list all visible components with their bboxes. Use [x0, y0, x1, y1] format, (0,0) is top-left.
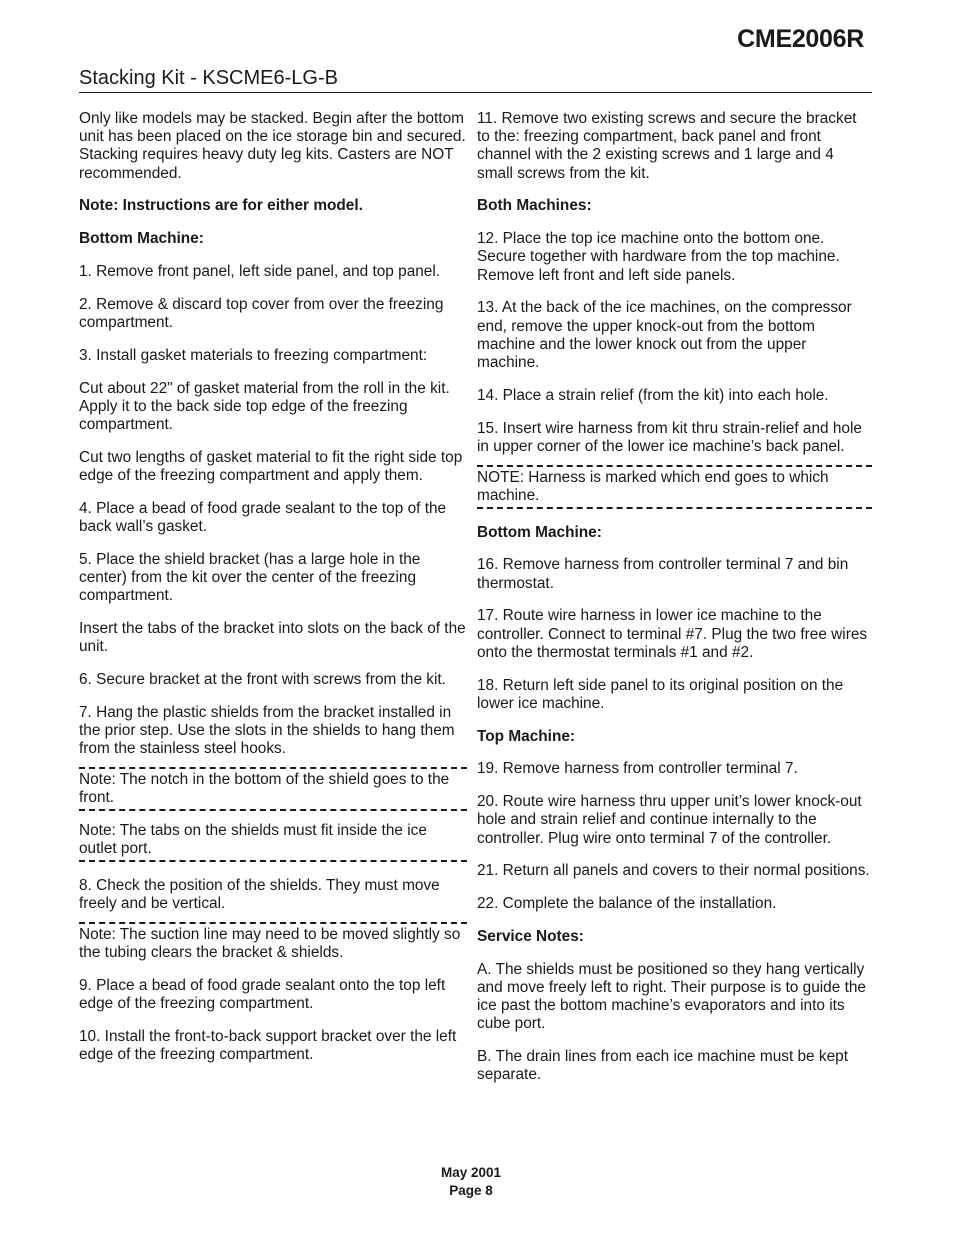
- top-machine-heading: Top Machine:: [477, 727, 576, 745]
- step-21: 21. Return all panels and covers to their normal positions.: [477, 862, 870, 880]
- step-7: 7. Hang the plastic shields from the bracket installed in the prior step. Use the slots in the shields to hang them from the stainless steel hooks.: [79, 703, 455, 758]
- step-13: 13. At the back of the ice machines, on the compressor end, remove the upper knock-out from the bottom machine and the lower knock out from the upper machine.: [477, 299, 852, 372]
- step-8: 8. Check the position of the shields. They must move freely and be vertical.: [79, 877, 440, 913]
- bracket-tabs-paragraph: Insert the tabs of the bracket into slots on the back of the unit.: [79, 620, 466, 656]
- step-6: 6. Secure bracket at the front with screws from the kit.: [79, 671, 446, 688]
- step-16: 16. Remove harness from controller terminal 7 and bin thermostat.: [477, 556, 849, 592]
- step-10: 10. Install the front-to-back support bracket over the left edge of the freezing compartment.: [79, 1028, 457, 1064]
- step-4: 4. Place a bead of food grade sealant to the top of the back wall’s gasket.: [79, 499, 447, 535]
- step-18: 18. Return left side panel to its original position on the lower ice machine.: [477, 676, 844, 712]
- step-20: 20. Route wire harness thru upper unit’s lower knock-out hole and strain relief and continue internally to the controller. Plug wire onto terminal 7 of the controller.: [477, 793, 862, 847]
- left-column: [79, 110, 467, 1079]
- note-harness: NOTE: Harness is marked which end goes to which machine.: [477, 465, 872, 509]
- step-15: 15. Insert wire harness from kit thru strain-relief and hole in upper corner of the lower ice machine’s back panel.: [477, 419, 862, 455]
- service-notes-heading: Service Notes:: [477, 928, 584, 945]
- model-note-heading: Note: Instructions are for either model.: [79, 197, 363, 215]
- bottom-machine-heading: Bottom Machine:: [79, 230, 204, 248]
- step-1: 1. Remove front panel, left side panel, and top panel.: [79, 263, 441, 280]
- step-11: 11. Remove two existing screws and secure the bracket to the: freezing compartment, back panel and front channel with the 2 existing screws and 1 large and 4 small screws from the kit.: [477, 110, 857, 182]
- page-number: Page 8: [449, 1183, 493, 1198]
- step-19: 19. Remove harness from controller terminal 7.: [477, 760, 798, 778]
- model-number: CME2006R: [737, 25, 864, 53]
- note-suction-line: Note: The suction line may need to be moved slightly so the tubing clears the bracket & shields.: [79, 922, 467, 962]
- step-9: 9. Place a bead of food grade sealant onto the top left edge of the freezing compartment.: [79, 977, 446, 1013]
- step-17: 17. Route wire harness in lower ice machine to the controller. Connect to terminal #7. Plug the two free wires onto the thermostat terminals #1 and #2.: [477, 607, 868, 661]
- page-title: Stacking Kit - KSCME6-LG-B: [79, 67, 338, 89]
- header-divider: [79, 92, 872, 93]
- note-notch: Note: The notch in the bottom of the shield goes to the front.: [79, 767, 467, 811]
- page-footer: [0, 1164, 942, 1200]
- step-5: 5. Place the shield bracket (has a large hole in the center) from the kit over the center of the freezing compartment.: [79, 550, 421, 605]
- step-14: 14. Place a strain relief (from the kit) into each hole.: [477, 386, 829, 404]
- step-12: 12. Place the top ice machine onto the bottom one. Secure together with hardware from the top machine. Remove left front and left side panels.: [477, 230, 840, 284]
- gasket-back-paragraph: Cut about 22" of gasket material from the roll in the kit. Apply it to the back side top edge of the freezing compartment.: [79, 379, 450, 433]
- gasket-right-paragraph: Cut two lengths of gasket material to fit the right side top edge of the freezing compartment and apply them.: [79, 448, 463, 484]
- both-machines-heading: Both Machines:: [477, 197, 592, 215]
- service-note-a: A. The shields must be positioned so they hang vertically and move freely left to right. Their purpose is to guide the ice past the bottom machine’s evaporators and into its cube port.: [477, 960, 866, 1033]
- right-column: [477, 110, 872, 1099]
- bottom-machine-heading-2: Bottom Machine:: [477, 523, 602, 541]
- intro-paragraph: Only like models may be stacked. Begin after the bottom unit has been placed on the ice storage bin and secured. Stacking requires heavy duty leg kits. Casters are NOT recommended.: [79, 110, 466, 182]
- step-3: 3. Install gasket materials to freezing compartment:: [79, 346, 428, 364]
- step-2: 2. Remove & discard top cover from over the freezing compartment.: [79, 295, 444, 331]
- footer-date: May 2001: [440, 1165, 502, 1180]
- step-22: 22. Complete the balance of the installation.: [477, 895, 777, 913]
- service-note-b: B. The drain lines from each ice machine must be kept separate.: [477, 1048, 848, 1084]
- note-tabs: Note: The tabs on the shields must fit inside the ice outlet port.: [79, 810, 467, 862]
